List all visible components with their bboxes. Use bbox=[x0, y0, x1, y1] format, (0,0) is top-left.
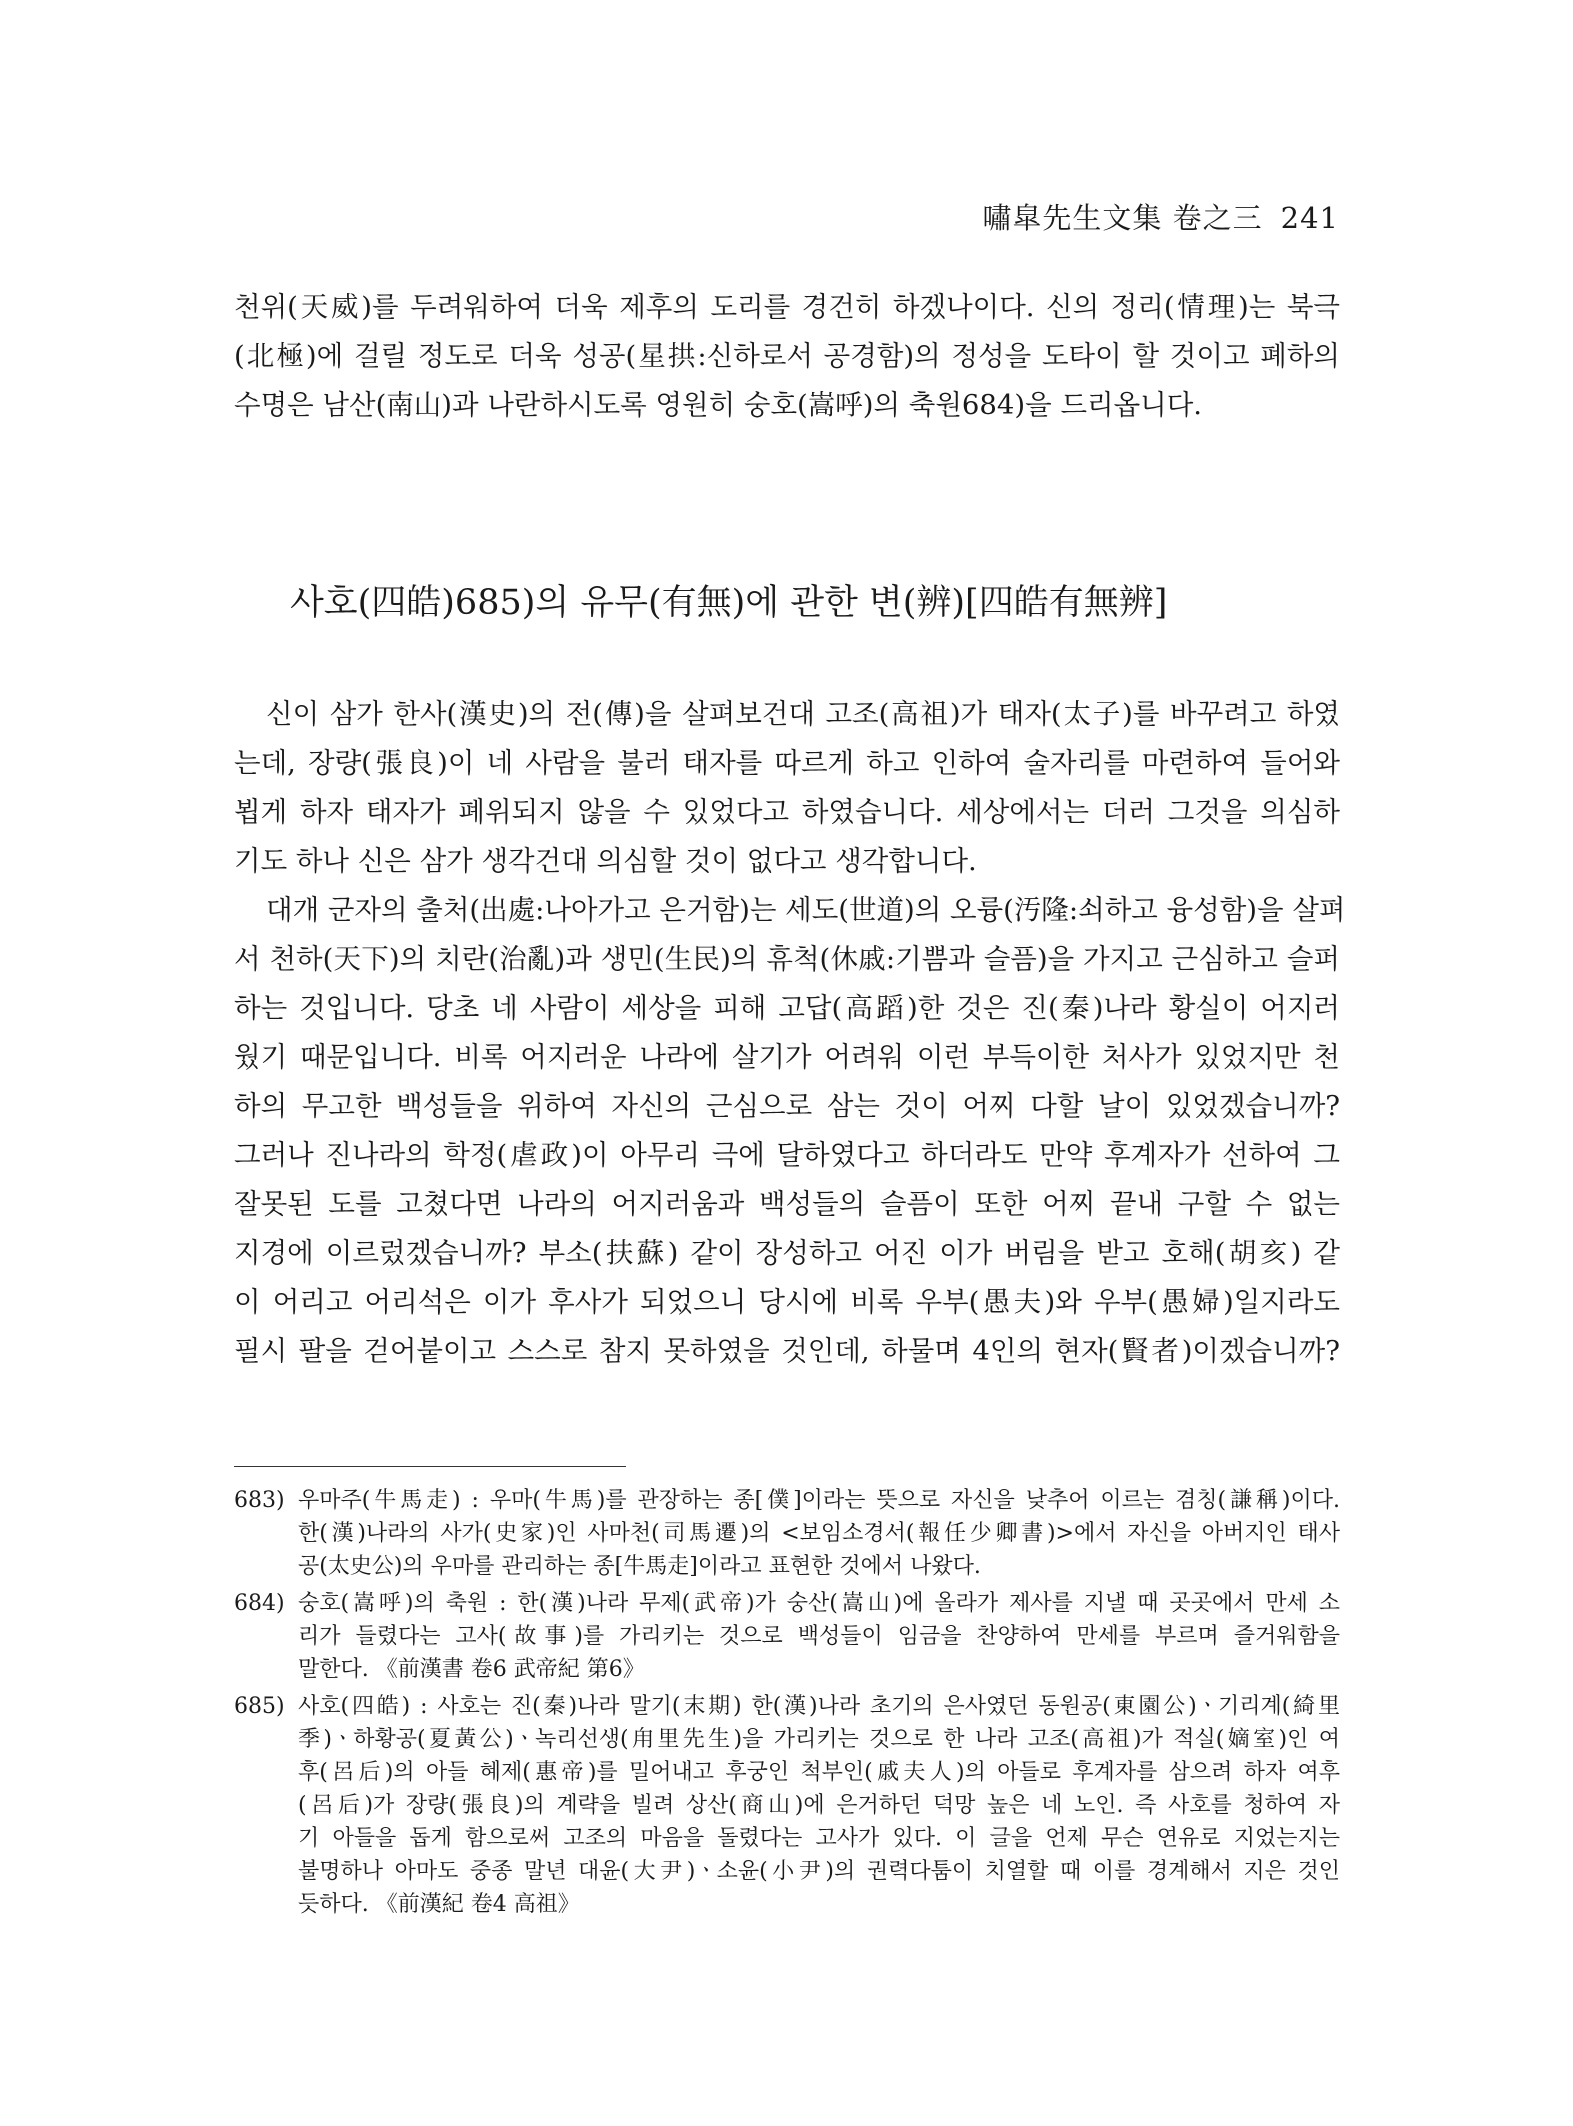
footnote-line: 사호(四皓) : 사호는 진(秦)나라 말기(末期) 한(漢)나라 초기의 은사였던 동원공(東園公)ㆍ기리계(綺里 bbox=[298, 1694, 1340, 1719]
footnote-line: (呂后)가 장량(張良)의 계략을 빌려 상산(商山)에 은거하던 덕망 높은 네 노인. 즉 사호를 청하여 자 bbox=[298, 1793, 1340, 1818]
footnotes bbox=[234, 1484, 1340, 1925]
footnote-line: 우마주(牛馬走) : 우마(牛馬)를 관장하는 종[僕]이라는 뜻으로 자신을 낮추어 이르는 겸칭(謙稱)이다. bbox=[298, 1488, 1340, 1513]
footnote-line: 숭호(嵩呼)의 축원 : 한(漢)나라 무제(武帝)가 숭산(嵩山)에 올라가 제사를 지낼 때 곳곳에서 만세 소 bbox=[298, 1591, 1340, 1616]
text-line: 그러나 진나라의 학정(虐政)이 아무리 극에 달하였다고 하더라도 만약 후계자가 선하여 그 bbox=[234, 1139, 1340, 1171]
text-line: 대개 군자의 출처(出處:나아가고 은거함)는 세도(世道)의 오륭(汚隆:쇠하고 융성함)을 살펴 bbox=[266, 894, 1346, 926]
text-line: 뵙게 하자 태자가 폐위되지 않을 수 있었다고 하였습니다. 세상에서는 더러 그것을 의심하 bbox=[234, 796, 1340, 828]
text-line: 수명은 남산(南山)과 나란하시도록 영원히 숭호(嵩呼)의 축원684)을 드리옵니다. bbox=[234, 389, 1203, 421]
running-header bbox=[982, 196, 1339, 237]
footnote-line: 말한다. 《前漢書 卷6 武帝紀 第6》 bbox=[298, 1657, 645, 1682]
text-line: 지경에 이르렀겠습니까? 부소(扶蘇) 같이 장성하고 어진 이가 버림을 받고 호해(胡亥) 같 bbox=[234, 1237, 1340, 1269]
footnote-line: 기 아들을 돕게 함으로써 고조의 마음을 돌렸다는 고사가 있다. 이 글을 언제 무슨 연유로 지었는지는 bbox=[298, 1826, 1340, 1851]
footnote-line: 한(漢)나라의 사가(史家)인 사마천(司馬遷)의 <보임소경서(報任少卿書)>에서 자신을 아버지인 태사 bbox=[298, 1521, 1340, 1546]
footnote-684 bbox=[234, 1587, 1340, 1686]
section-heading: 사호(四皓)685)의 유무(有無)에 관한 변(辨)[四皓有無辨] bbox=[290, 583, 1168, 623]
text-line: 잘못된 도를 고쳤다면 나라의 어지러움과 백성들의 슬픔이 또한 어찌 끝내 구할 수 없는 bbox=[234, 1188, 1340, 1220]
text-line: 필시 팔을 걷어붙이고 스스로 참지 못하였을 것인데, 하물며 4인의 현자(賢者)이겠습니까? bbox=[234, 1335, 1340, 1367]
page-number: 241 bbox=[1280, 201, 1339, 235]
footnote-683 bbox=[234, 1484, 1340, 1583]
text-line: 이 어리고 어리석은 이가 후사가 되었으니 당시에 비록 우부(愚夫)와 우부(愚婦)일지라도 bbox=[234, 1286, 1340, 1318]
footnote-number: 683) bbox=[234, 1488, 285, 1513]
text-line: 서 천하(天下)의 치란(治亂)과 생민(生民)의 휴척(休戚:기쁨과 슬픔)을 가지고 근심하고 슬퍼 bbox=[234, 943, 1340, 975]
text-line: 하는 것입니다. 당초 네 사람이 세상을 피해 고답(高蹈)한 것은 진(秦)나라 황실이 어지러 bbox=[234, 992, 1340, 1024]
text-line: (北極)에 걸릴 정도로 더욱 성공(星拱:신하로서 공경함)의 정성을 도타이 할 것이고 폐하의 bbox=[234, 340, 1340, 372]
text-line: 천위(天威)를 두려워하여 더욱 제후의 도리를 경건히 하겠나이다. 신의 정리(情理)는 북극 bbox=[234, 291, 1340, 323]
book-title: 嘯皐先生文集 卷之三 bbox=[982, 201, 1263, 235]
intro-paragraph bbox=[234, 283, 1340, 430]
footnote-line: 후(呂后)의 아들 혜제(惠帝)를 밀어내고 후궁인 척부인(戚夫人)의 아들로 후계자를 삼으려 하자 여후 bbox=[298, 1760, 1340, 1785]
text-line: 기도 하나 신은 삼가 생각건대 의심할 것이 없다고 생각합니다. bbox=[234, 845, 977, 877]
footnote-divider bbox=[234, 1466, 626, 1467]
footnote-line: 리가 들렸다는 고사(故事)를 가리키는 것으로 백성들이 임금을 찬양하여 만세를 부르며 즐거워함을 bbox=[298, 1624, 1340, 1649]
text-line: 신이 삼가 한사(漢史)의 전(傳)을 살펴보건대 고조(高祖)가 태자(太子)를 바꾸려고 하였 bbox=[266, 698, 1340, 730]
footnote-line: 불명하나 아마도 중종 말년 대윤(大尹)ㆍ소윤(小尹)의 권력다툼이 치열할 때 이를 경계해서 지은 것인 bbox=[298, 1859, 1340, 1884]
footnote-number: 685) bbox=[234, 1694, 285, 1719]
footnote-line: 季)ㆍ하황공(夏黃公)ㆍ녹리선생(甪里先生)을 가리키는 것으로 한 나라 고조(高祖)가 적실(嫡室)인 여 bbox=[298, 1727, 1340, 1752]
text-line: 하의 무고한 백성들을 위하여 자신의 근심으로 삼는 것이 어찌 다할 날이 있었겠습니까? bbox=[234, 1090, 1340, 1122]
footnote-685 bbox=[234, 1690, 1340, 1921]
text-line: 웠기 때문입니다. 비록 어지러운 나라에 살기가 어려워 이런 부득이한 처사가 있었지만 천 bbox=[234, 1041, 1340, 1073]
footnote-number: 684) bbox=[234, 1591, 285, 1616]
text-line: 는데, 장량(張良)이 네 사람을 불러 태자를 따르게 하고 인하여 술자리를 마련하여 들어와 bbox=[234, 747, 1340, 779]
footnote-line: 듯하다. 《前漢紀 卷4 高祖》 bbox=[298, 1892, 580, 1917]
footnote-line: 공(太史公)의 우마를 관리하는 종[牛馬走]이라고 표현한 것에서 나왔다. bbox=[298, 1554, 981, 1579]
body-text bbox=[234, 690, 1346, 1376]
